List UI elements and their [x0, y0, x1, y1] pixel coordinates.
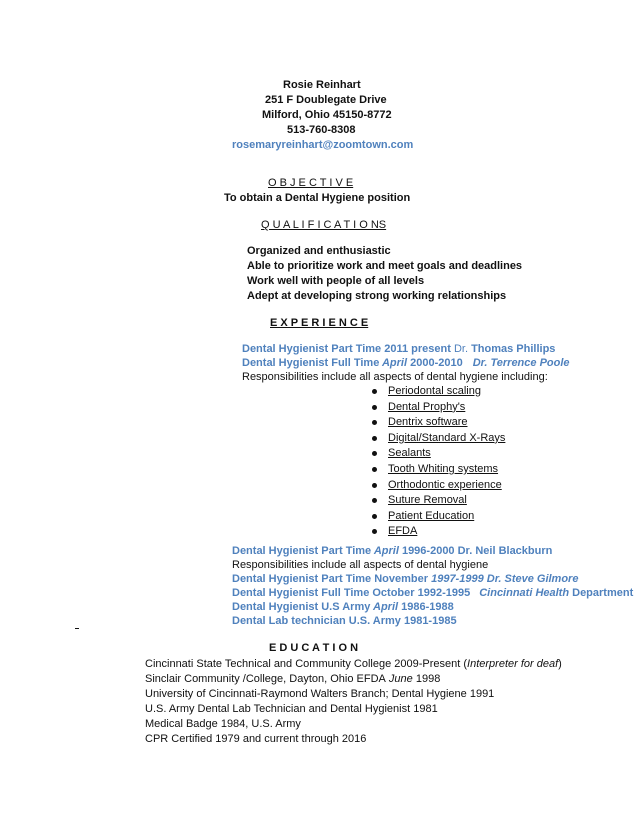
list-item: Sealants [372, 446, 505, 462]
education-heading: E D U C A T I O N [269, 642, 359, 654]
job-employer: Dr. Terrence Poole [472, 357, 570, 369]
list-item: EFDA [372, 524, 505, 540]
list-item: Periodontal scaling [372, 384, 505, 400]
bullet-icon [372, 405, 377, 410]
job-dr-prefix: Dr. [450, 343, 469, 355]
education-item: CPR Certified 1979 and current through 2016 [145, 733, 367, 745]
job-title: Dental Hygienist Full Time [242, 357, 380, 369]
list-item: Suture Removal [372, 493, 505, 509]
qualifications-heading: Q U A L I F I C A T I O NS [261, 219, 387, 231]
objective-text: To obtain a Dental Hygiene position [224, 192, 411, 204]
stray-mark [75, 628, 79, 629]
job-entry-2 [242, 356, 570, 370]
applicant-name: Rosie Reinhart [283, 79, 361, 91]
job-entry-7: Dental Lab technician U.S. Army 1981-1985 [232, 615, 457, 627]
job-details: Department [569, 587, 634, 599]
job-season: April [371, 545, 399, 557]
job-details: 1996-2000 Dr. Neil Blackburn [398, 545, 553, 557]
job-season: April [379, 357, 408, 369]
list-item: Patient Education [372, 509, 505, 525]
bullet-icon [372, 451, 377, 456]
job-entry-3 [232, 544, 552, 558]
list-item: Tooth Whiting systems [372, 462, 505, 478]
responsibilities-text: Responsibilities include all aspects of dental hygiene including: [242, 371, 548, 383]
job-title: Dental Hygienist Part Time 2011 present [242, 343, 451, 355]
job-entry-4 [232, 572, 578, 586]
experience-heading: E X P E R I E N C E [270, 317, 369, 329]
list-item: Orthodontic experience [372, 478, 505, 494]
objective-heading: O B J E C T I V E [268, 177, 354, 189]
qualification-item: Able to prioritize work and meet goals and deadlines [247, 260, 523, 272]
bullet-icon [372, 467, 377, 472]
job-season: April [370, 601, 399, 613]
qualification-item: Adept at developing strong working relationships [247, 290, 507, 302]
bullet-icon [372, 436, 377, 441]
city-state-zip: Milford, Ohio 45150-8772 [262, 109, 392, 121]
job-title: Dental Hygienist Part Time [232, 545, 372, 557]
job-entry-5 [232, 586, 633, 600]
bullet-icon [372, 483, 377, 488]
skills-list [372, 384, 505, 540]
phone-number: 513-760-8308 [287, 124, 356, 136]
qualification-item: Work well with people of all levels [247, 275, 425, 287]
street-address: 251 F Doublegate Drive [265, 94, 387, 106]
email-link[interactable]: rosemaryreinhart@zoomtown.com [232, 139, 414, 151]
job-title: Dental Hygienist Full Time October 1992-1995 [232, 587, 471, 599]
education-item: University of Cincinnati-Raymond Walters Branch; Dental Hygiene 1991 [145, 688, 495, 700]
job-entry-6 [232, 600, 454, 614]
bullet-icon [372, 420, 377, 425]
qualification-item: Organized and enthusiastic [247, 245, 391, 257]
job-title: Dental Hygienist Part Time November [232, 573, 429, 585]
list-item: Digital/Standard X-Rays [372, 431, 505, 447]
job-employer: Thomas Phillips [468, 343, 556, 355]
job-years: 2000-2010 [407, 357, 463, 369]
bullet-icon [372, 514, 377, 519]
job-title: Dental Hygienist U.S Army [232, 601, 371, 613]
job-entry-1 [242, 342, 555, 356]
responsibilities-text: Responsibilities include all aspects of dental hygiene [232, 559, 489, 571]
education-item: U.S. Army Dental Lab Technician and Dental Hygienist 1981 [145, 703, 438, 715]
list-item: Dental Prophy's [372, 400, 505, 416]
bullet-icon [372, 529, 377, 534]
bullet-icon [372, 498, 377, 503]
bullet-icon [372, 389, 377, 394]
job-years: 1986-1988 [398, 601, 454, 613]
job-city: Cincinnati Health [479, 587, 570, 599]
job-years: 1997-1999 Dr. Steve Gilmore [428, 573, 579, 585]
education-item: Cincinnati State Technical and Community College 2009-Present (Interpreter for deaf) [145, 658, 562, 670]
education-item: Sinclair Community /College, Dayton, Ohio EFDA June 1998 [145, 673, 441, 685]
list-item: Dentrix software [372, 415, 505, 431]
education-item: Medical Badge 1984, U.S. Army [145, 718, 301, 730]
